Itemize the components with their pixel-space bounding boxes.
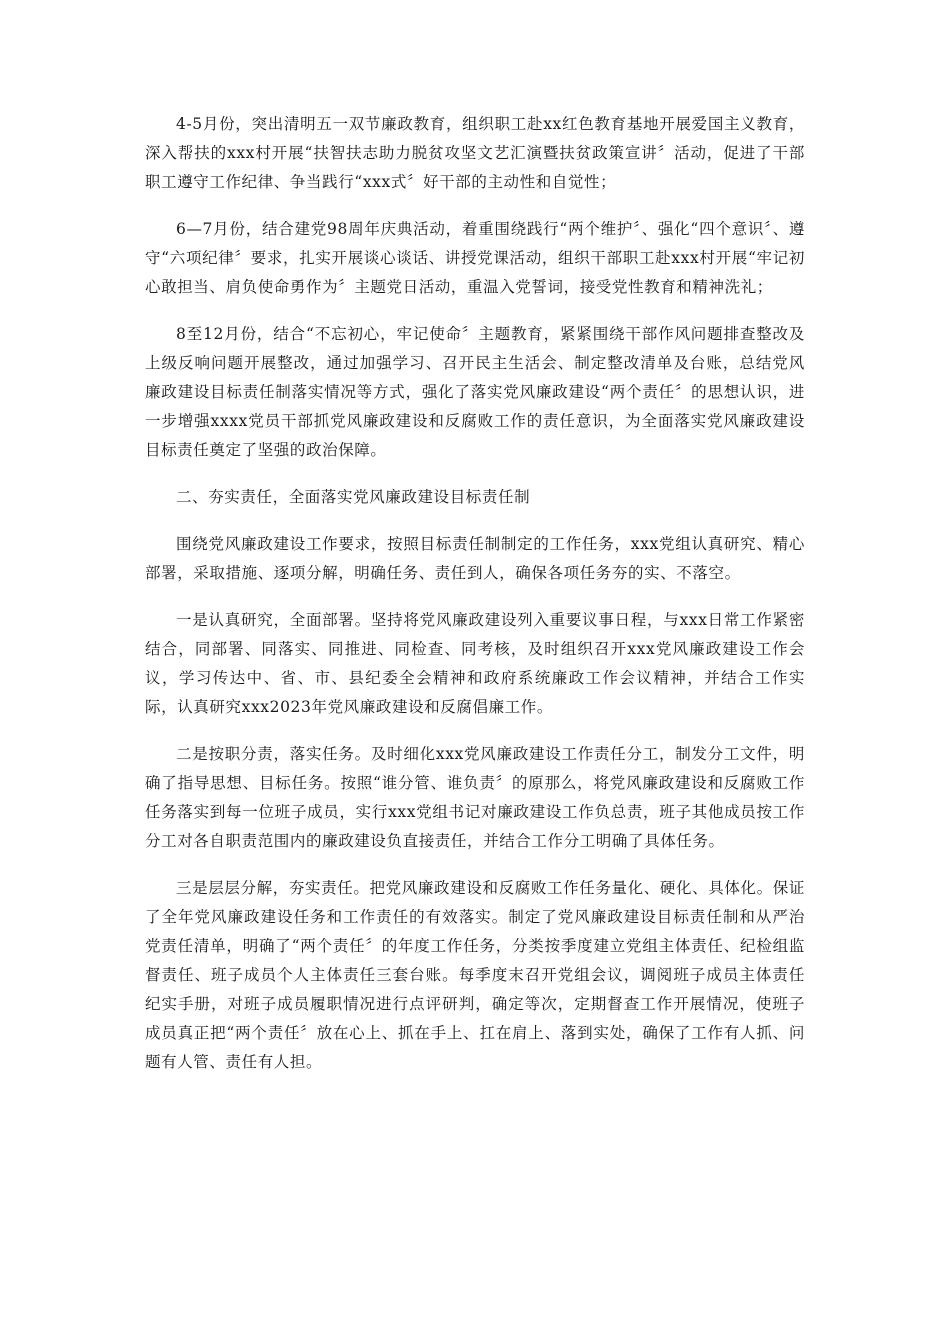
paragraph-point-three: 三是层层分解，夯实责任。把党风廉政建设和反腐败工作任务量化、硬化、具体化。保证了全年党风廉政建设任务和工作责任的有效落实。制定了党风廉政建设目标责任制和从严治党责任清单，明确了“两个责任〞的年度工作任务，分类按季度建立党组主体责任、纪检组监督责任、班子成员个人主体责任三套台账。每季度末召开党组会议，调阅班子成员主体责任纪实手册，对班子成员履职情况进行点评研判，确定等次，定期督查工作开展情况，使班子成员真正把“两个责任〞放在心上、抓在手上、扛在肩上、落到实处，确保了工作有人抓、问题有人管、责任有人担。 — [145, 879, 805, 1071]
paragraph-august-december: 8至12月份，结合“不忘初心，牢记使命〞主题教育，紧紧围绕干部作风问题排查整改及上级反响问题开展整改，通过加强学习、召开民主生活会、制定整改清单及台账，总结党风廉政建设目标责任制落实情况等方式，强化了落实党风廉政建设“两个责任〞的思想认识，进一步增强xxxx党员干部抓党风廉政建设和反腐败工作的责任意识，为全面落实党风廉政建设目标责任奠定了坚强的政治保障。 — [145, 325, 805, 459]
section-heading-2: 二、夯实责任，全面落实党风廉政建设目标责任制 — [176, 488, 531, 506]
paragraph-point-one: 一是认真研究，全面部署。坚持将党风廉政建设列入重要议事日程，与xxx日常工作紧密结合，同部署、同落实、同推进、同检查、同考核，及时组织召开xxx党风廉政建设工作会议，学习传达中、省、市、县纪委全会精神和政府系统廉政工作会议精神，并结合工作实际，认真研究xxx2023年党风廉政建设和反腐倡廉工作。 — [145, 611, 805, 716]
paragraph-point-two: 二是按职分责，落实任务。及时细化xxx党风廉政建设工作责任分工，制发分工文件，明确了指导思想、目标任务。按照“谁分管、谁负责〞的原那么，将党风廉政建设和反腐败工作任务落实到每一位班子成员，实行xxx党组书记对廉政建设工作负总责，班子其他成员按工作分工对各自职责范围内的廉政建设负直接责任，并结合工作分工明确了具体任务。 — [145, 745, 805, 850]
paragraph-april-may: 4-5月份，突出清明五一双节廉政教育，组织职工赴xx红色教育基地开展爱国主义教育，深入帮扶的xxx村开展“扶智扶志助力脱贫攻坚文艺汇演暨扶贫政策宣讲〞活动，促进了干部职工遵守工作纪律、争当践行“xxx式〞好干部的主动性和自觉性； — [145, 115, 805, 191]
paragraph-section-intro: 围绕党风廉政建设工作要求，按照目标责任制制定的工作任务，xxx党组认真研究、精心部署，采取措施、逐项分解，明确任务、责任到人，确保各项任务夯的实、不落空。 — [145, 535, 805, 582]
document-body — [145, 110, 805, 1095]
paragraph-june-july: 6—7月份，结合建党98周年庆典活动，着重围绕践行“两个维护〞、强化“四个意识〞、遵守“六项纪律〞要求，扎实开展谈心谈话、讲授党课活动，组织干部职工赴xxx村开展“牢记初心敢担当、肩负使命勇作为〞主题党日活动，重温入党誓词，接受党性教育和精神洗礼； — [145, 220, 805, 296]
